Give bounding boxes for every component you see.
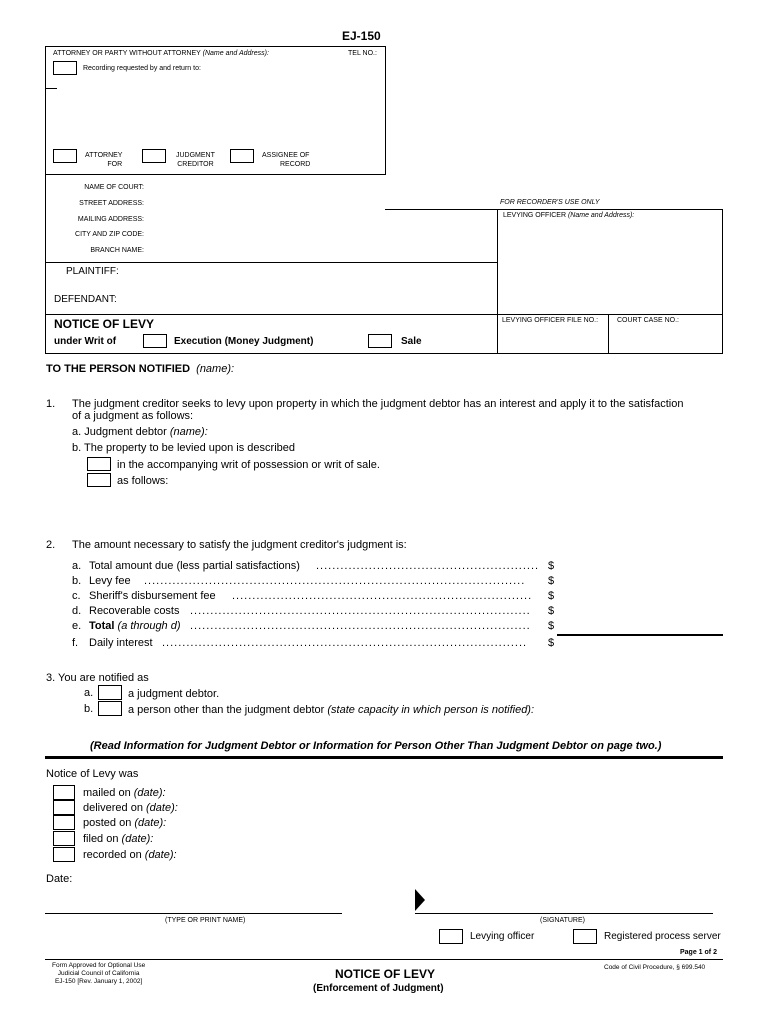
item3-b-letter: b. — [84, 703, 94, 715]
item2-number: 2. — [46, 539, 56, 551]
posted-checkbox[interactable] — [53, 815, 75, 830]
posted-label: posted on (date): — [83, 817, 167, 829]
title-top-line — [45, 314, 723, 315]
amount-a-leader: ....................................................... — [316, 560, 540, 572]
item1-text: The judgment creditor seeks to levy upon property in which the judgment debtor has an interest and apply it to the satisfaction of a judgment as follows: — [72, 398, 684, 422]
tick-mark — [45, 88, 57, 89]
item2-text: The amount necessary to satisfy the judgment creditor's judgment is: — [72, 539, 407, 551]
amount-a-letter: a. — [72, 560, 82, 572]
amount-b-dollar: $ — [548, 575, 555, 587]
levying-officer-label: LEVYING OFFICER (Name and Address): — [503, 212, 635, 219]
right-border — [722, 209, 723, 353]
as-follows-label: as follows: — [117, 475, 169, 487]
execution-checkbox[interactable] — [143, 334, 167, 348]
item3-a-label: a judgment debtor. — [128, 688, 220, 700]
total-underline — [557, 634, 723, 636]
attorney-label: ATTORNEY OR PARTY WITHOUT ATTORNEY (Name and Address): — [53, 50, 269, 57]
item1-a: a. Judgment debtor (name): — [72, 426, 208, 438]
filed-checkbox[interactable] — [53, 831, 75, 846]
plaintiff-label: PLAINTIFF: — [66, 266, 119, 277]
recorder-use-label: FOR RECORDER'S USE ONLY — [500, 199, 600, 206]
amount-e-dollar: $ — [548, 620, 555, 632]
tel-label: TEL NO.: — [348, 50, 377, 57]
as-follows-checkbox[interactable] — [87, 473, 111, 487]
amount-e-label: Total (a through d) — [89, 620, 181, 632]
amount-f-dollar: $ — [548, 637, 555, 649]
defendant-label: DEFENDANT: — [54, 294, 117, 305]
other-person-checkbox[interactable] — [98, 701, 122, 716]
date-label: Date: — [46, 873, 73, 885]
item3-b-label: a person other than the judgment debtor (state capacity in which person is notified): — [128, 704, 535, 716]
recorded-label: recorded on (date): — [83, 849, 177, 861]
signature-label: (SIGNATURE) — [540, 917, 585, 924]
recorded-checkbox[interactable] — [53, 847, 75, 862]
amount-a-label: Total amount due (less partial satisfactions) — [89, 560, 300, 572]
item3-text: 3. You are notified as — [46, 672, 149, 684]
judgment-debtor-checkbox[interactable] — [98, 685, 122, 700]
judgment-creditor-checkbox[interactable] — [142, 149, 166, 163]
amount-d-leader: .................................................................................... — [190, 605, 531, 617]
amount-b-leader: .............................................................................................. — [144, 575, 526, 587]
to-person-label: TO THE PERSON NOTIFIED (name): — [46, 363, 235, 375]
footer-code: Code of Civil Procedure, § 699.540 — [604, 964, 706, 971]
writ-checkbox[interactable] — [87, 457, 111, 471]
judgment-creditor-label: JUDGMENT CREDITOR — [176, 152, 215, 168]
levying-officer-option: Levying officer — [470, 931, 535, 942]
levying-left-border — [497, 209, 498, 353]
footer-subtitle: (Enforcement of Judgment) — [313, 983, 444, 994]
sale-label: Sale — [401, 336, 422, 347]
item1-number: 1. — [46, 398, 56, 410]
mailed-label: mailed on (date): — [83, 787, 166, 799]
amount-c-label: Sheriff's disbursement fee — [89, 590, 216, 602]
attorney-for-label: ATTORNEY FOR — [85, 152, 123, 168]
amount-c-letter: c. — [72, 590, 81, 602]
amount-f-label: Daily interest — [89, 637, 153, 649]
process-server-option: Registered process server — [604, 931, 721, 942]
amount-d-letter: d. — [72, 605, 82, 617]
item3-a-letter: a. — [84, 687, 94, 699]
read-info-note: (Read Information for Judgment Debtor or Information for Person Other Than Judgment Debtor on page two.) — [90, 740, 662, 752]
assignee-label: ASSIGNEE OF RECORD — [262, 152, 311, 168]
amount-f-letter: f. — [72, 637, 79, 649]
amount-b-letter: b. — [72, 575, 82, 587]
execution-label: Execution (Money Judgment) — [174, 336, 314, 347]
filed-label: filed on (date): — [83, 833, 154, 845]
delivered-label: delivered on (date): — [83, 802, 178, 814]
levying-file-label: LEVYING OFFICER FILE NO.: — [502, 317, 599, 324]
attorney-for-checkbox[interactable] — [53, 149, 77, 163]
delivered-checkbox[interactable] — [53, 800, 75, 815]
sale-checkbox[interactable] — [368, 334, 392, 348]
footer-line — [45, 959, 723, 960]
under-writ-label: under Writ of — [54, 336, 117, 347]
recording-label: Recording requested by and return to: — [83, 65, 201, 72]
notice-title: NOTICE OF LEVY — [54, 317, 155, 331]
header-bottom-line — [45, 353, 723, 354]
amount-c-leader: .......................................................................... — [232, 590, 533, 602]
page-number: Page 1 of 2 — [680, 949, 717, 956]
signature-line[interactable] — [415, 913, 713, 914]
court-fields: NAME OF COURT: STREET ADDRESS: MAILING ADDRESS: CITY AND ZIP CODE: BRANCH NAME: — [75, 184, 144, 255]
item1-b: b. The property to be levied upon is described — [72, 442, 295, 454]
assignee-checkbox[interactable] — [230, 149, 254, 163]
case-divider — [608, 314, 609, 353]
court-case-label: COURT CASE NO.: — [617, 317, 679, 324]
amount-d-label: Recoverable costs — [89, 605, 180, 617]
amount-c-dollar: $ — [548, 590, 555, 602]
notice-was-label: Notice of Levy was — [46, 768, 139, 780]
footer-title: NOTICE OF LEVY — [335, 967, 436, 981]
form-id: EJ-150 — [342, 29, 381, 43]
thick-divider — [45, 756, 723, 759]
amount-f-leader: .......................................................................................... — [162, 637, 528, 649]
amount-b-label: Levy fee — [89, 575, 131, 587]
process-server-checkbox[interactable] — [573, 929, 597, 944]
recording-checkbox[interactable] — [53, 61, 77, 75]
plaintiff-top-line — [45, 262, 497, 263]
recorder-top-line — [385, 209, 723, 210]
footer-left: Form Approved for Optional Use Judicial Council of California EJ-150 [Rev. January 1, 2002] — [52, 962, 146, 985]
mailed-checkbox[interactable] — [53, 785, 75, 800]
levying-officer-checkbox[interactable] — [439, 929, 463, 944]
amount-e-letter: e. — [72, 620, 82, 632]
amount-e-leader: .................................................................................... — [190, 620, 531, 632]
name-line[interactable] — [45, 913, 342, 914]
type-name-label: (TYPE OR PRINT NAME) — [165, 917, 246, 924]
signature-arrow-icon — [415, 889, 425, 911]
amount-a-dollar: $ — [548, 560, 555, 572]
left-border — [45, 175, 46, 353]
writ-option-label: in the accompanying writ of possession or writ of sale. — [117, 459, 380, 471]
amount-d-dollar: $ — [548, 605, 555, 617]
